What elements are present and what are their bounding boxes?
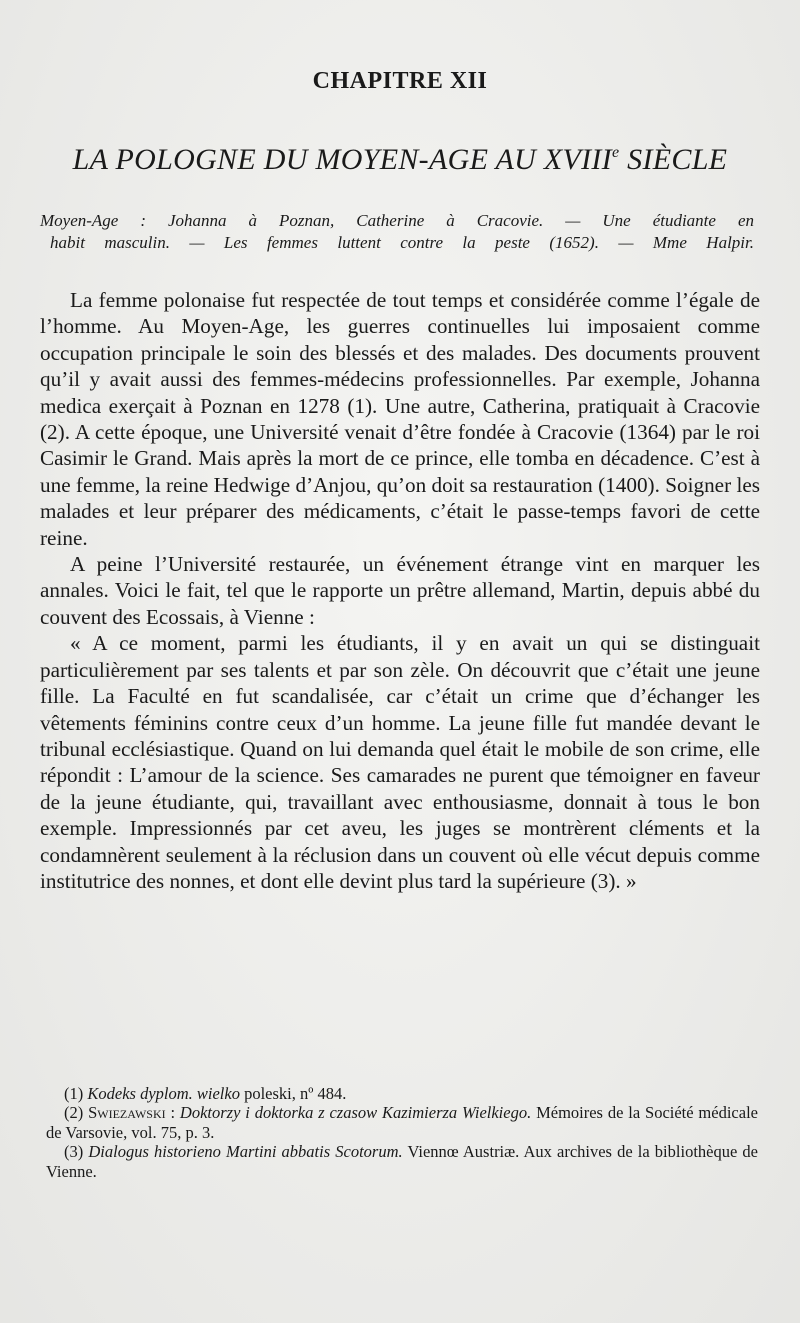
chapter-heading: CHAPITRE XII: [312, 68, 488, 94]
footnote-1-number: (1): [64, 1084, 88, 1103]
footnote-2: [46, 1103, 758, 1142]
chapter-body: [40, 287, 760, 894]
footnote-3-number: (3): [64, 1142, 89, 1162]
footnote-3-rest: Viennœ Austriæ. Aux archives de la bibliothèque de Vienne.: [46, 1142, 758, 1181]
footnote-2-author: Swiezawski: [88, 1103, 166, 1123]
footnote-1: [46, 1084, 758, 1103]
chapter-title: [40, 143, 760, 177]
footnote-2-separator: :: [165, 1103, 180, 1123]
chapter-title-end: SIÈCLE: [619, 143, 728, 176]
footnotes: [46, 1084, 758, 1181]
paragraph-2: A peine l’Université restaurée, un événement étrange vint en marquer les annales. Voici le fait, tel que le rapporte un prêtre allemand, Martin, depuis abbé du couvent des Ecossais, à Vienne :: [40, 552, 760, 629]
footnote-3-title: Dialogus historieno Martini abbatis Scotorum.: [88, 1142, 403, 1162]
chapter-summary: [40, 210, 754, 254]
chapter-title-text: LA POLOGNE DU MOYEN-AGE AU XVIII: [72, 143, 612, 176]
summary-line-2: habit masculin. — Les femmes luttent contre la peste (1652). — Mme Halpir.: [50, 233, 754, 252]
footnote-2-title: Doktorzy i doktorka z czasow Kazimierza Wielkiego.: [179, 1103, 532, 1123]
footnote-2-number: (2): [64, 1103, 89, 1123]
chapter-title-superscript: e: [611, 144, 620, 161]
summary-line-1: Moyen-Age : Johanna à Poznan, Catherine à Cracovie. — Une étudiante en: [40, 211, 754, 230]
footnote-3: [46, 1142, 758, 1181]
paragraph-3: « A ce moment, parmi les étudiants, il y en avait un qui se distinguait particulièrement par ses talents et par son zèle. On découvrit que c’était une jeune fille. La Faculté en fut scandalisée, car c’était un crime que d’échanger les vêtements féminins contre ceux d’un homme. La jeune fille fut mandée devant le tribunal ecclésiastique. Quand on lui demanda quel était le mobile de son crime, elle répondit : L’amour de la science. Ses camarades ne purent que témoigner en faveur de la jeune étudiante, qui, travaillant avec enthousiasme, donnait à tous le bon exemple. Impressionnés par cet aveu, les juges se montrèrent cléments et la condamnèrent seulement à la réclusion dans un couvent où elle vécut depuis comme institutrice des nonnes, et dont elle devint plus tard la supérieure (3). »: [40, 631, 760, 893]
footnote-2-rest: Mémoires de la Société médicale de Varsovie, vol. 75, p. 3.: [46, 1103, 758, 1142]
footnote-1-rest: poleski, nº 484.: [239, 1084, 347, 1103]
footnote-1-title: Kodeks dyplom. wielko: [87, 1084, 240, 1103]
paragraph-1: La femme polonaise fut respectée de tout temps et considérée comme l’égale de l’homme. Au Moyen-Age, les guerres continuelles lui imposaient comme occupation principale le soin des blessés et des malades. Des documents prouvent qu’il y avait aussi des femmes-médecins professionnelles. Par exemple, Johanna medica exerçait à Poznan en 1278 (1). Une autre, Catherina, pratiquait à Cracovie (2). A cette époque, une Université venait d’être fondée à Cracovie (1364) par le roi Casimir le Grand. Mais après la mort de ce prince, elle tomba en décadence. C’est à une femme, la reine Hedwige d’Anjou, qu’on doit sa restauration (1400). Soigner les malades et leur préparer des médicaments, c’était le passe-temps favori de cette reine.: [40, 288, 760, 550]
